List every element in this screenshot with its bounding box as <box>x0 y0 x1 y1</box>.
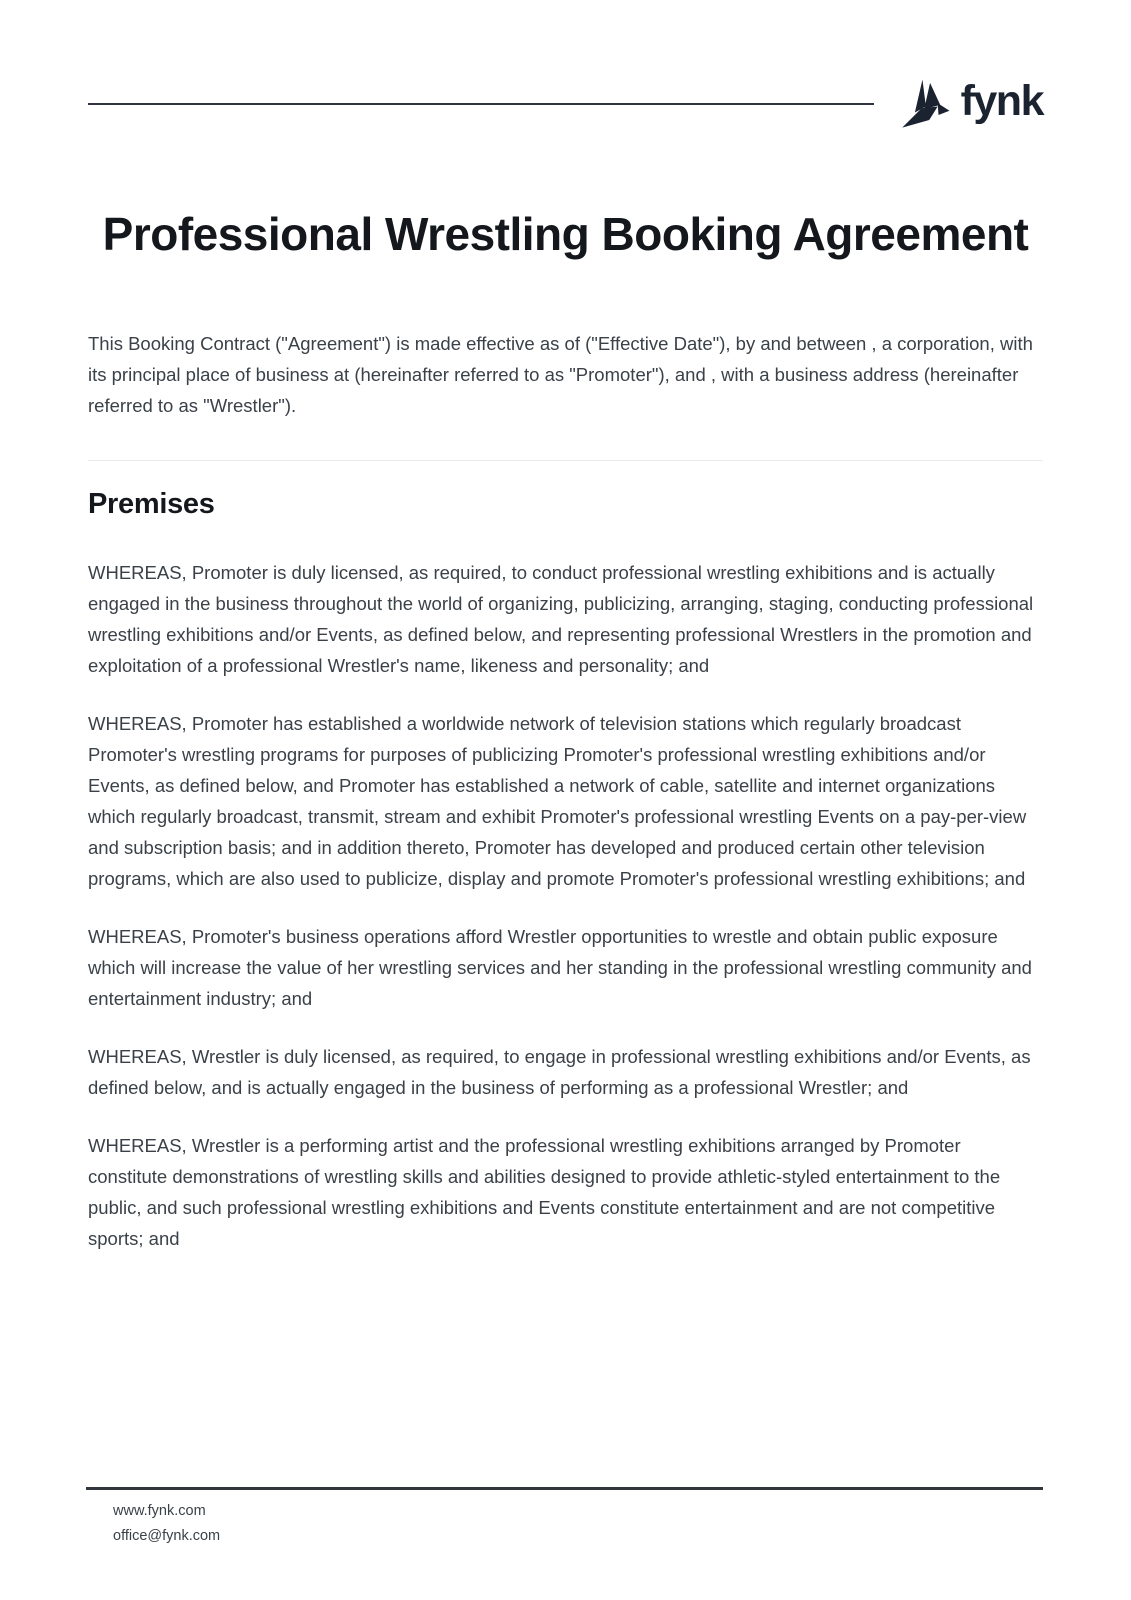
origami-bird-icon <box>898 77 952 131</box>
premises-paragraph-3: WHEREAS, Promoter's business operations afford Wrestler opportunities to wrestle and obtain public exposure which will increase the value of her wrestling services and her standing in the professional wrestling community and entertainment industry; and <box>88 926 1032 1009</box>
document-header <box>0 76 1131 132</box>
premises-paragraph-4: WHEREAS, Wrestler is duly licensed, as required, to engage in professional wrestling exhibitions and/or Events, as defined below, and is actually engaged in the business of performing as a professional Wrestler; and <box>88 1046 1031 1098</box>
document-footer <box>86 1487 1043 1549</box>
footer-rule <box>86 1487 1043 1490</box>
header-rule <box>88 103 874 105</box>
logo-wordmark: fynk <box>960 76 1043 125</box>
document-content <box>0 196 1131 1254</box>
section-divider <box>88 460 1043 461</box>
intro-paragraph: This Booking Contract ("Agreement") is made effective as of ("Effective Date"), by and between , a corporation, with its principal place of business at (hereinafter referred to as "Promoter"), and , with a business address (hereinafter referred to as "Wrestler"). <box>88 333 1033 416</box>
footer-email: office@fynk.com <box>113 1528 221 1544</box>
page-title: Professional Wrestling Booking Agreement <box>102 208 1029 260</box>
footer-contact <box>113 1499 1043 1549</box>
footer-website: www.fynk.com <box>113 1503 206 1519</box>
premises-paragraph-1: WHEREAS, Promoter is duly licensed, as required, to conduct professional wrestling exhibitions and is actually engaged in the business throughout the world of organizing, publicizing, arranging, staging, conducting professional wrestling exhibitions and/or Events, as defined below, and representing professional Wrestlers in the promotion and exploitation of a professional Wrestler's name, likeness and personality; and <box>88 562 1034 676</box>
premises-paragraph-5: WHEREAS, Wrestler is a performing artist and the professional wrestling exhibitions arranged by Promoter constitute demonstrations of wrestling skills and abilities designed to provide athletic-styled entertainment to the public, and such professional wrestling exhibitions and Events constitute entertainment and are not competitive sports; and <box>88 1135 1001 1249</box>
premises-heading: Premises <box>88 488 215 520</box>
fynk-logo <box>898 77 1043 131</box>
premises-paragraph-2: WHEREAS, Promoter has established a worldwide network of television stations which regularly broadcast Promoter's wrestling programs for purposes of publicizing Promoter's professional wrestling exhibitions and/or Events, as defined below, and Promoter has established a network of cable, satellite and internet organizations which regularly broadcast, transmit, stream and exhibit Promoter's professional wrestling Events on a pay-per-view and subscription basis; and in addition thereto, Promoter has developed and produced certain other television programs, which are also used to publicize, display and promote Promoter's professional wrestling exhibitions; and <box>88 713 1027 889</box>
